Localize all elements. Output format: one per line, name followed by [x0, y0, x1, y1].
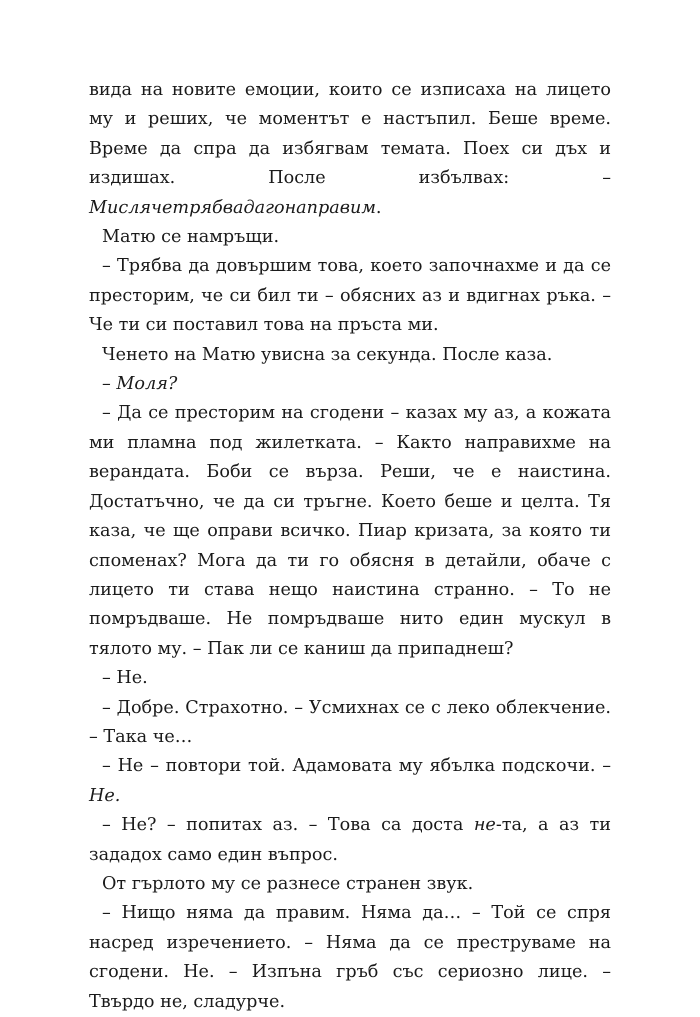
text-segment: От гърлото му се разнесе странен звук.: [102, 873, 474, 894]
text-segment: – Нищо няма да правим. Няма да… – Той се спря насред изречението. – Няма да се преструваме на сгодени. Не. – Изпъна гръб със сериозно лице. – Твърдо не, сладурче.: [89, 903, 611, 1012]
paragraph: [89, 870, 611, 899]
paragraph: [89, 899, 611, 1017]
text-segment: .: [375, 197, 382, 218]
text-segment: Матю се намръщи.: [102, 227, 280, 248]
italic-segment: Не.: [89, 785, 121, 806]
paragraph: [89, 664, 611, 693]
body-text: [89, 76, 611, 1017]
text-segment: – Трябва да довършим това, което започнахме и да се престорим, че си бил ти – обясних аз и вдигнах ръка. – Че ти си поставил това на пръста ми.: [89, 256, 611, 336]
text-segment: Ченето на Матю увисна за секунда. После каза.: [102, 344, 553, 365]
italic-segment: не: [473, 815, 496, 836]
paragraph: [89, 370, 611, 399]
paragraph: [89, 223, 611, 252]
text-segment: -та, а аз ти зададох само един въпрос.: [89, 815, 611, 865]
paragraph: [89, 811, 611, 870]
paragraph: [89, 341, 611, 370]
text-segment: – Не? – попитах аз. – Това са доста: [102, 815, 474, 836]
text-segment: – Не.: [102, 668, 148, 689]
text-segment: вида на новите емоции, които се изписаха на лицето му и реших, че моментът е настъпил. Беше време. Време да спра да избягвам темата. Поех си дъх и издишах. После избълвах: –: [89, 80, 611, 189]
paragraph: [89, 694, 611, 753]
paragraph: [89, 252, 611, 340]
italic-segment: – Моля?: [102, 374, 178, 395]
paragraph: [89, 752, 611, 811]
paragraph: [89, 399, 611, 664]
paragraph: [89, 76, 611, 223]
text-segment: – Да се престорим на сгодени – казах му аз, а кожата ми пламна под жилетката. – Както направихме на верандата. Боби се върза. Реши, че е наистина. Достатъчно, че да си тръгне. Което беше и целта. Тя каза, че ще оправи всичко. Пиар кризата, за която ти споменах? Мога да ти го обясня в детайли, обаче с лицето ти става нещо наистина странно. – То не помръдваше. Не помръдваше нито един мускул в тялото му. – Пак ли се каниш да припаднеш?: [89, 403, 611, 659]
italic-segment: Мислячетрябвадагонаправим: [89, 197, 376, 218]
text-segment: – Добре. Страхотно. – Усмихнах се с леко облекчение. – Така че…: [89, 697, 611, 747]
text-segment: – Не – повтори той. Адамовата му ябълка подскочи. –: [102, 756, 611, 777]
